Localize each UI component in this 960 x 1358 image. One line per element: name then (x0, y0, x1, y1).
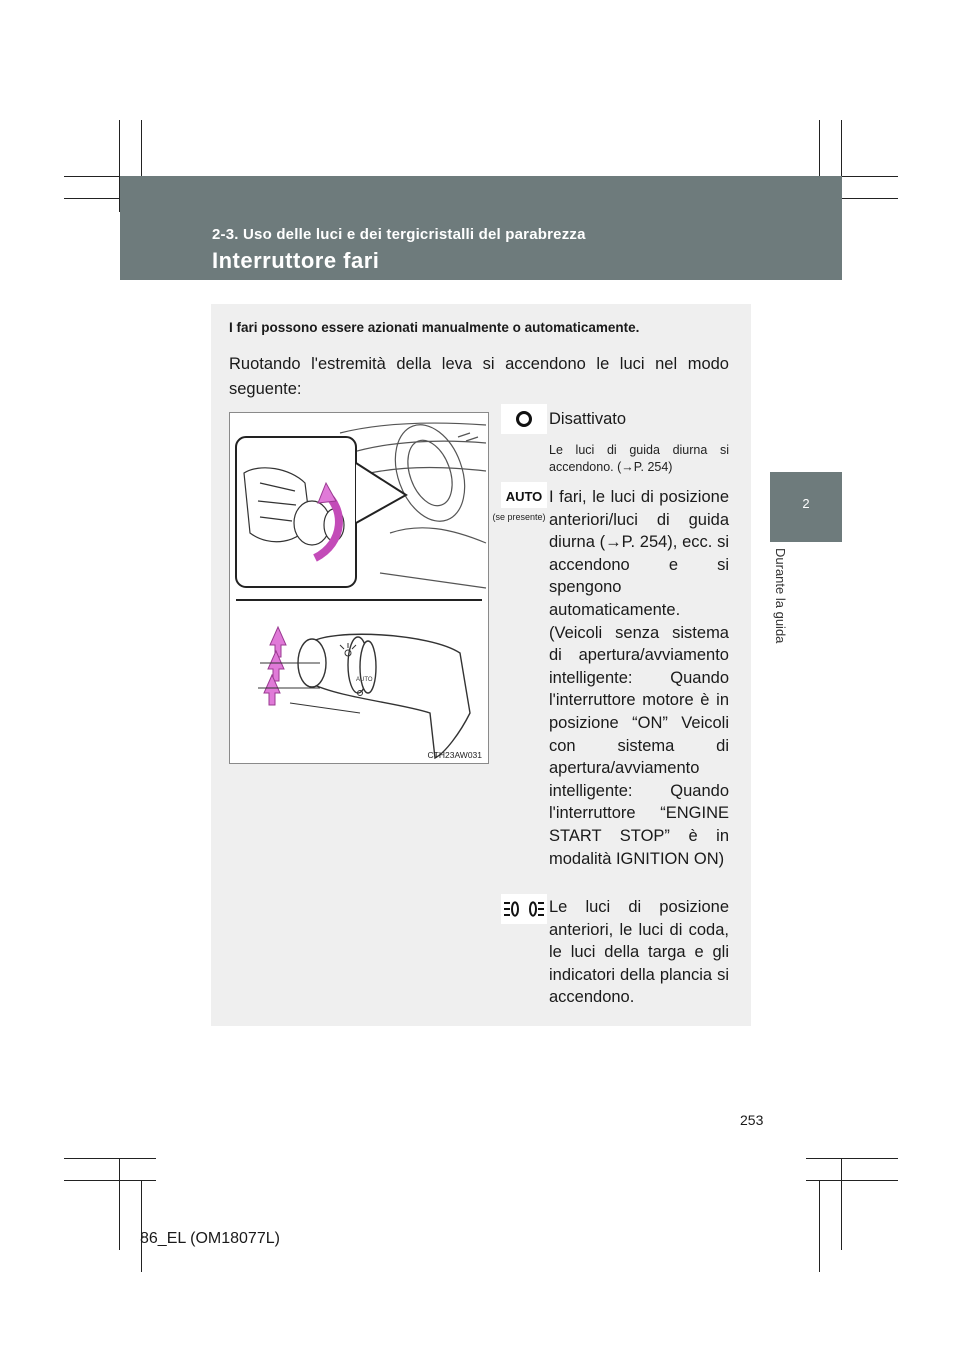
figure-illustration (230, 413, 488, 763)
crop-mark (64, 1180, 156, 1181)
chapter-number: 2 (802, 496, 810, 511)
crop-mark (119, 1158, 120, 1250)
page-number: 253 (740, 1112, 764, 1128)
off-icon (501, 404, 547, 434)
crop-mark (841, 1158, 842, 1250)
crop-mark (141, 1180, 142, 1272)
crop-mark (819, 1180, 820, 1272)
item-position-lights-text: Le luci di posizione anteriori, le luci di coda, le luci della targa e gli indicatori della plancia si accendono. (549, 898, 729, 1007)
section-title: 2-3. Uso delle luci e dei tergicristalli del parabrezza (212, 226, 586, 243)
figure-code: CTH23AW031 (427, 750, 482, 760)
item-auto-text: I fari, le luci di posizione anteriori/luci di guida diurna (→P. 254), ecc. si accendono e si spengono automaticamente. (Veicoli senza sistema di apertura/avviamento intelligente: Quando l'interruttore motore è in posizione “ON” Veicoli con sistema di apertura/avviamento intelligente: Quando l'interruttore “ENGINE START STOP” è in modalità IGNITION ON) (549, 488, 729, 868)
optional-note: (se presente) (492, 512, 546, 522)
item-off-note: Le luci di guida diurna si accendono. (→P. 254) (549, 443, 729, 474)
chapter-tab (770, 472, 842, 542)
content-box (211, 304, 751, 1026)
body-paragraph: Ruotando l'estremità della leva si accendono le luci nel modo seguente: (229, 355, 729, 398)
headlight-switch-figure (229, 412, 489, 764)
position-lights-icon (501, 894, 547, 924)
item-off-text: Disattivato (549, 410, 627, 428)
chapter-label (773, 548, 806, 668)
auto-icon (501, 482, 547, 508)
intro-text: I fari possono essere azionati manualmente o automaticamente. (229, 320, 640, 335)
svg-text:AUTO: AUTO (356, 677, 373, 683)
page-title: Interruttore fari (212, 248, 380, 273)
svg-text:AUTO: AUTO (505, 489, 543, 504)
chapter-label-text: Durante la guida (773, 548, 788, 644)
document-code: 86_EL (OM18077L) (140, 1230, 280, 1247)
chapter-header (120, 176, 842, 280)
crop-mark (806, 1158, 898, 1159)
crop-mark (806, 1180, 898, 1181)
crop-mark (64, 1158, 156, 1159)
